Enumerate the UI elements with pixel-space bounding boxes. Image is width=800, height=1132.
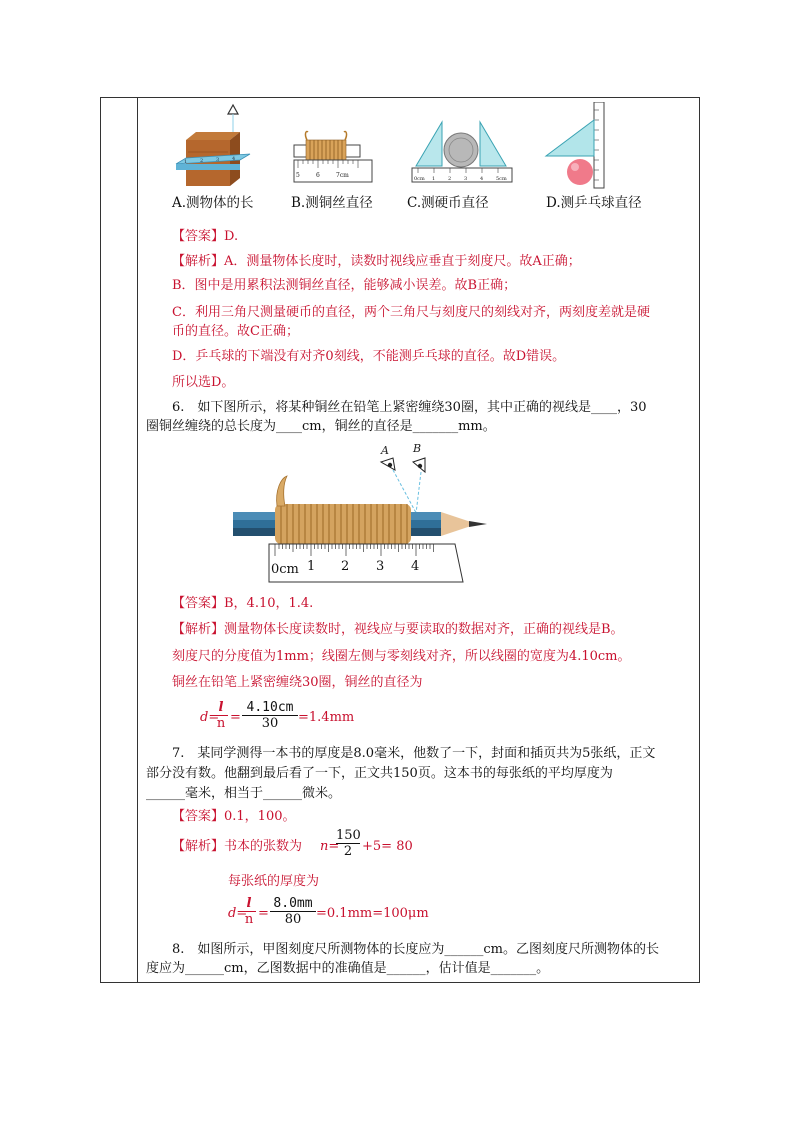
q5-figures [170, 102, 690, 192]
pencil-ruler-tick: 2 [341, 559, 350, 574]
q7-question-line: 7. 某同学测得一本书的厚度是8.0毫米，他数了一下，封面和插页共为5张纸，正文 [172, 746, 656, 761]
q5-analysis-line: D．乒乓球的下端没有对齐0刻线，不能测乒乓球的直径。故D错误。 [172, 349, 566, 364]
figure-c-tick: 3 [464, 176, 468, 182]
fraction-denominator: 30 [261, 716, 279, 731]
figure-d-ball-ruler [546, 102, 604, 188]
formula-lhs: d= [200, 710, 220, 725]
q6-analysis-line: 刻度尺的分度值为1mm；线圈左侧与零刻线对齐，所以线圈的宽度为4.10cm。 [172, 649, 631, 664]
q6-analysis-line: 铜丝在铅笔上紧密缠绕30圈，铜丝的直径为 [172, 675, 423, 690]
fraction-denominator: n [244, 912, 254, 927]
fraction-numerator: l [246, 896, 252, 911]
fraction-l-over-n [214, 700, 228, 731]
figure-b-tick: 7cm [336, 172, 349, 179]
fraction-numerator: 4.10cm [246, 700, 294, 715]
fraction-thickness-over-sheets [270, 896, 316, 927]
fraction-denominator: 80 [284, 912, 302, 927]
figure-a-caption: A.测物体的长 [172, 195, 254, 211]
q5-analysis-line: B．图中是用累积法测铜丝直径，能够减小误差。故B正确； [172, 278, 517, 293]
figure-b-tick: 5 [296, 172, 300, 179]
q7-question-line: 部分没有数。他翻到最后看了一下，正文共150页。这本书的每张纸的平均厚度为 [146, 766, 613, 781]
eye-a-icon [381, 458, 395, 470]
figure-b-tick: 6 [316, 172, 320, 179]
eye-b-label: B [413, 442, 422, 455]
q5-answer: 【答案】D. [172, 229, 239, 244]
q5-analysis-line: 币的直径。故C正确； [172, 324, 299, 339]
count-formula-lhs: n= [320, 839, 340, 854]
figure-b-caption: B.测铜丝直径 [291, 195, 373, 211]
eye-a-label: A [381, 444, 389, 457]
q8-question-line: 8. 如图所示，甲图刻度尺所测物体的长度应为______cm。乙图刻度尺所测物体的长 [172, 942, 660, 957]
figure-a-tick: 2 [200, 158, 204, 164]
fraction-pages-over-two [336, 828, 360, 859]
fraction-numerator: l [218, 700, 224, 715]
q6-question-line: 6. 如下图所示，将某种铜丝在铅笔上紧密缠绕30圈，其中正确的视线是____，30 [172, 400, 647, 415]
fraction-length-over-turns [242, 700, 298, 731]
q6-question-line: 圈铜丝缠绕的总长度为____cm，铜丝的直径是_______mm。 [146, 419, 496, 434]
fraction-numerator: 150 [336, 828, 361, 843]
figure-a-block-ruler [176, 105, 250, 186]
count-formula-rest: +5= 80 [362, 839, 413, 854]
figure-c-tick: 0cm [414, 176, 425, 182]
q5-analysis-line: 【解析】A．测量物体长度时，读数时视线应垂直于刻度尺。故A正确； [172, 254, 581, 269]
formula-lhs: d= [228, 906, 248, 921]
formula-result: =0.1mm=100μm [316, 906, 429, 921]
formula-equals: = [230, 710, 241, 725]
fraction-numerator: 8.0mm [273, 896, 313, 911]
q7-analysis-prefix: 【解析】书本的张数为 [172, 839, 303, 854]
q7-thickness-label: 每张纸的厚度为 [228, 874, 320, 889]
q6-analysis-line: 【解析】测量物体长度读数时，视线应与要读取的数据对齐，正确的视线是B。 [172, 622, 624, 637]
table-column-divider [137, 98, 138, 982]
q5-analysis-line: C．利用三角尺测量硬币的直径，两个三角尺与刻度尺的刻线对齐，两刻度差就是硬 [172, 305, 650, 320]
q7-question-line: ______毫米，相当于______微米。 [146, 786, 342, 801]
pencil-ruler-tick: 4 [411, 559, 420, 574]
figure-a-tick: 3 [216, 157, 220, 163]
figure-d-caption: D.测乒乓球直径 [546, 195, 642, 211]
pencil-ruler-tick: 0cm [271, 562, 299, 577]
figure-c-caption: C.测硬币直径 [407, 195, 489, 211]
formula-equals: = [258, 906, 269, 921]
figure-c-tick: 4 [480, 176, 484, 182]
q8-question-line: 度应为______cm，乙图数据中的准确值是______，估计值是_______。 [146, 961, 550, 976]
fraction-l-over-n [242, 896, 256, 927]
figure-a-tick: 4 [232, 156, 236, 162]
figure-c-tick: 5cm [496, 176, 507, 182]
figure-b-coil-ruler [294, 131, 372, 182]
formula-result: =1.4mm [298, 710, 355, 725]
q7-answer: 【答案】0.1，100。 [172, 809, 296, 824]
q5-analysis-line: 所以选D。 [172, 375, 235, 390]
pencil-ruler-tick: 1 [307, 559, 316, 574]
fraction-denominator: n [216, 716, 226, 731]
figure-c-tick: 1 [432, 176, 436, 182]
figure-c-triangles-coin [412, 122, 512, 182]
eye-b-icon [413, 458, 425, 472]
figure-a-tick: 1 [184, 159, 188, 165]
pencil-ruler-tick: 3 [376, 559, 385, 574]
q6-pencil-figure [225, 440, 495, 585]
fraction-denominator: 2 [343, 844, 353, 859]
q6-answer: 【答案】B，4.10，1.4. [172, 596, 314, 611]
figure-c-tick: 2 [448, 176, 452, 182]
